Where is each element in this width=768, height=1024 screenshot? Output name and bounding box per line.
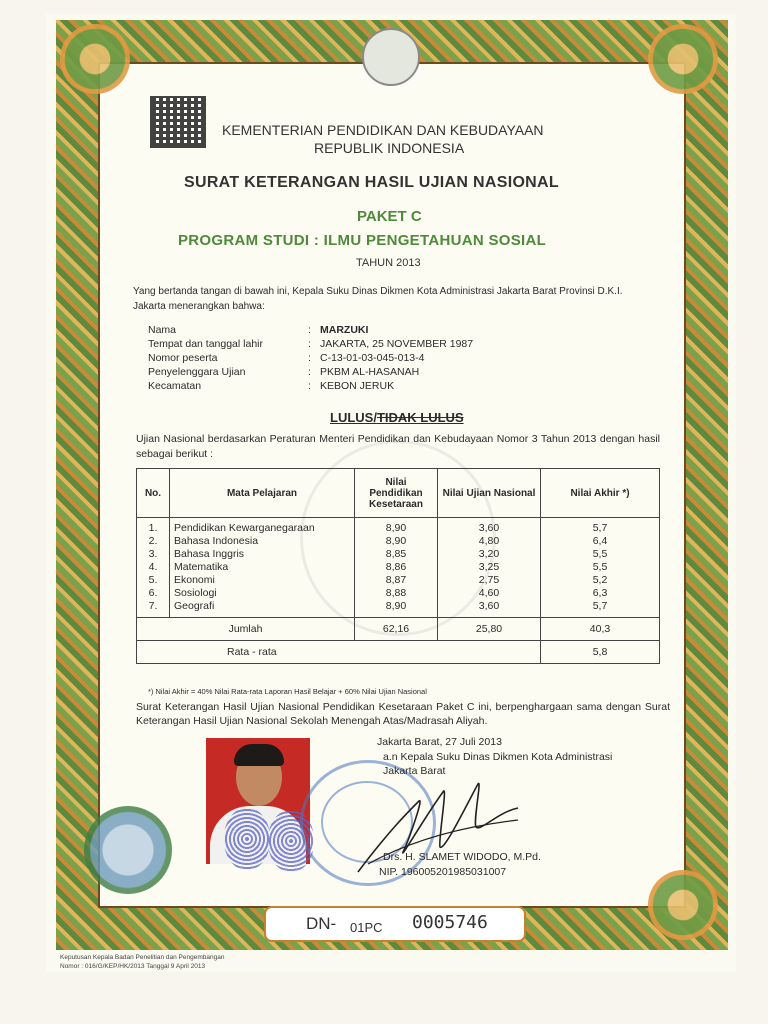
year-label: TAHUN 2013 [356, 257, 421, 269]
row-number: 4. [137, 561, 170, 574]
column-header-akhir: Nilai Akhir *) [541, 469, 660, 518]
corner-ornament-top-right [648, 24, 718, 94]
exam-basis-text: Ujian Nasional berdasarkan Peraturan Menteri Pendidikan dan Kebudayaan Nomor 3 Tahun 2013 dengan hasil sebagai berikut : [136, 433, 660, 460]
program-label: PROGRAM STUDI : ILMU PENGETAHUAN SOSIAL [178, 232, 547, 249]
score-ujian: 3,60 [438, 600, 541, 618]
score-akhir: 6,3 [541, 587, 660, 600]
result-fail-struck: TIDAK LULUS [376, 410, 464, 425]
score-ujian: 3,60 [438, 518, 541, 536]
row-number: 6. [137, 587, 170, 600]
republic-name: REPUBLIK INDONESIA [314, 140, 465, 156]
sum-akhir: 40,3 [541, 618, 660, 641]
participant-info [148, 324, 473, 394]
document-title: SURAT KETERANGAN HASIL UJIAN NASIONAL [184, 174, 559, 191]
subject-name: Bahasa Inggris [170, 548, 355, 561]
score-ujian: 3,20 [438, 548, 541, 561]
signer-role-line1: a.n Kepala Suku Dinas Dikmen Kota Administrasi [383, 751, 613, 763]
sum-kesetaraan: 62,16 [355, 618, 438, 641]
intro-text: Yang bertanda tangan di bawah ini, Kepala Suku Dinas Dikmen Kota Administrasi Jakarta Barat Provinsi D.K.I. Jakarta menerangkan bahwa: [133, 286, 623, 312]
subject-name: Geografi [170, 600, 355, 618]
equivalence-text: Surat Keterangan Hasil Ujian Nasional Pendidikan Kesetaraan Paket C ini, berpenghargaan sama dengan Surat Keterangan Hasil Ujian Nasional Sekolah Menengah Atas/Madrasah Aliyah. [136, 701, 670, 727]
column-header-kesetaraan: Nilai Pendidikan Kesetaraan [355, 469, 438, 518]
score-kesetaraan: 8,85 [355, 548, 438, 561]
info-label: Penyelenggara Ujian [148, 366, 246, 378]
info-value: MARZUKI [320, 324, 369, 336]
score-akhir: 5,7 [541, 518, 660, 536]
subject-name: Bahasa Indonesia [170, 535, 355, 548]
score-akhir: 5,5 [541, 561, 660, 574]
sum-row [137, 618, 660, 641]
table-row [137, 535, 660, 548]
info-value: PKBM AL-HASANAH [320, 366, 420, 378]
score-akhir: 5,5 [541, 548, 660, 561]
info-value: C-13-01-03-045-013-4 [320, 352, 425, 364]
score-akhir: 5,7 [541, 600, 660, 618]
thumbprint-left-icon [224, 808, 270, 870]
serial-prefix: DN- [306, 914, 337, 933]
row-number: 2. [137, 535, 170, 548]
row-number: 7. [137, 600, 170, 618]
score-ujian: 2,75 [438, 574, 541, 587]
garuda-emblem-icon [362, 28, 420, 86]
info-row: Nomor peserta : C-13-01-03-045-013-4 [148, 352, 425, 364]
serial-code: 01PC [350, 920, 383, 935]
info-value: KEBON JERUK [320, 380, 395, 392]
info-label: Nomor peserta [148, 352, 218, 364]
grades-table [136, 468, 660, 664]
info-row: Kecamatan : KEBON JERUK [148, 380, 395, 392]
table-row [137, 574, 660, 587]
sum-ujian: 25,80 [438, 618, 541, 641]
score-ujian: 3,25 [438, 561, 541, 574]
score-ujian: 4,60 [438, 587, 541, 600]
signer-role-line2: Jakarta Barat [383, 765, 446, 777]
score-kesetaraan: 8,90 [355, 518, 438, 536]
info-row: Tempat dan tanggal lahir : JAKARTA, 25 NOVEMBER 1987 [148, 338, 474, 350]
corner-ornament-bottom-right [648, 870, 718, 940]
official-nip: NIP. 196005201985031007 [379, 866, 507, 878]
subject-name: Ekonomi [170, 574, 355, 587]
table-row [137, 600, 660, 618]
info-label: Kecamatan [148, 380, 202, 392]
score-kesetaraan: 8,86 [355, 561, 438, 574]
decree-line2: Nomor : 016/G/KEP/HK/2013 Tanggal 9 April 2013 [60, 963, 206, 970]
info-value: JAKARTA, 25 NOVEMBER 1987 [320, 338, 474, 350]
ministry-name: KEMENTERIAN PENDIDIKAN DAN KEBUDAYAAN [222, 122, 544, 138]
info-row: Nama : MARZUKI [148, 324, 369, 336]
score-ujian: 4,80 [438, 535, 541, 548]
serial-number: 0005746 [412, 912, 488, 933]
hologram-seal-icon [84, 806, 172, 894]
decree-line1: Keputusan Kepala Badan Penelitian dan Pengembangan [60, 954, 225, 961]
subject-name: Matematika [170, 561, 355, 574]
average-akhir: 5,8 [541, 641, 660, 664]
signing-place-date: Jakarta Barat, 27 Juli 2013 [377, 736, 502, 748]
table-row [137, 548, 660, 561]
score-kesetaraan: 8,87 [355, 574, 438, 587]
result-pass: LULUS/ [330, 410, 377, 425]
row-number: 1. [137, 518, 170, 536]
qr-code [150, 96, 206, 148]
official-name: Drs. H. SLAMET WIDODO, M.Pd. [383, 851, 541, 863]
paket-label: PAKET C [357, 208, 422, 225]
result-status [330, 410, 464, 425]
score-kesetaraan: 8,90 [355, 535, 438, 548]
sum-label: Jumlah [137, 618, 355, 641]
average-row [137, 641, 660, 664]
subject-name: Sosiologi [170, 587, 355, 600]
footnote: *) Nilai Akhir = 40% Nilai Rata-rata Laporan Hasil Belajar + 60% Nilai Ujian Nasional [148, 687, 427, 696]
column-header-ujian: Nilai Ujian Nasional [438, 469, 541, 518]
info-label: Nama [148, 324, 177, 336]
table-row [137, 518, 660, 536]
info-label: Tempat dan tanggal lahir [148, 338, 263, 350]
table-row [137, 587, 660, 600]
corner-ornament-top-left [60, 24, 130, 94]
row-number: 5. [137, 574, 170, 587]
score-kesetaraan: 8,88 [355, 587, 438, 600]
subject-name: Pendidikan Kewarganegaraan [170, 518, 355, 536]
column-header-subject: Mata Pelajaran [170, 469, 355, 518]
info-row: Penyelenggara Ujian : PKBM AL-HASANAH [148, 366, 420, 378]
row-number: 3. [137, 548, 170, 561]
column-header-no: No. [137, 469, 170, 518]
table-row [137, 561, 660, 574]
score-kesetaraan: 8,90 [355, 600, 438, 618]
score-akhir: 5,2 [541, 574, 660, 587]
score-akhir: 6,4 [541, 535, 660, 548]
average-label: Rata - rata [137, 641, 541, 664]
